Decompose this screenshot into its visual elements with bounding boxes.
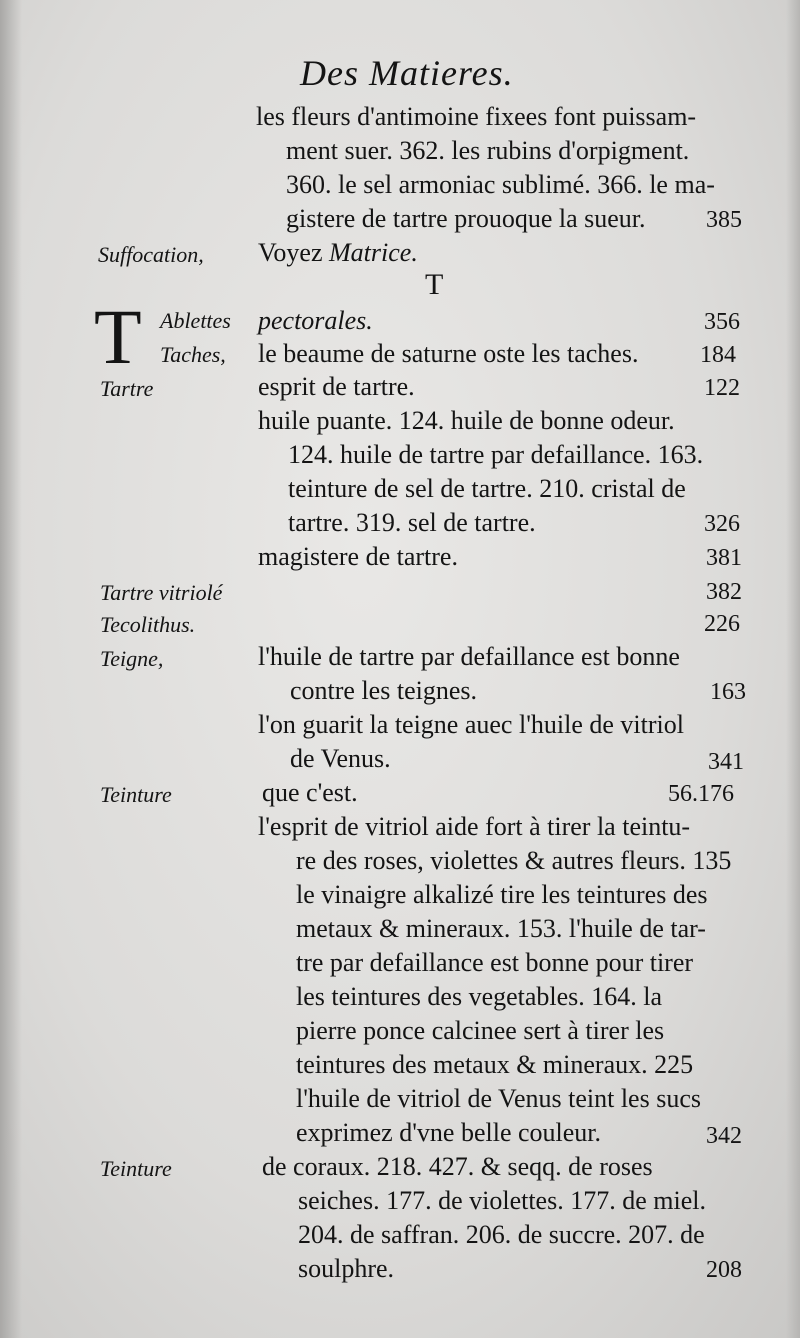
text-line: soulphre. <box>298 1254 395 1283</box>
page-ref: 56.176 <box>668 781 734 807</box>
entry-text-suffocation: Voyez Matrice. <box>258 238 418 267</box>
page-ref: 356 <box>704 309 740 335</box>
text-line: gistere de tartre prouoque la sueur. <box>286 204 646 233</box>
text-line: pierre ponce calcinee sert à tirer les <box>296 1016 665 1045</box>
page-ref: 341 <box>708 749 744 775</box>
text-line: 204. de saffran. 206. de succre. 207. de <box>298 1220 705 1249</box>
text-line: teintures des metaux & mineraux. 225 <box>296 1050 694 1079</box>
page-ref: 326 <box>704 511 740 537</box>
page-ref: 184 <box>700 342 736 368</box>
text-line: de coraux. 218. 427. & seqq. de roses <box>262 1152 653 1181</box>
page-ref: 382 <box>706 579 742 605</box>
text-line: magistere de tartre. <box>258 542 458 571</box>
entry-label-tartre: Tartre <box>100 376 154 401</box>
entry-label-tartre-vitriole: Tartre vitriolé <box>100 580 223 605</box>
text-line: huile puante. 124. huile de bonne odeur. <box>258 406 675 435</box>
page-ref: 122 <box>704 375 740 401</box>
text-line: exprimez d'vne belle couleur. <box>296 1118 602 1147</box>
page-ref: 208 <box>706 1257 742 1283</box>
page-ref: 342 <box>706 1123 742 1149</box>
entry-label-tablettes: Ablettes <box>160 308 231 333</box>
page-ref: 381 <box>706 545 742 571</box>
text-line: tre par defaillance est bonne pour tirer <box>296 948 694 977</box>
entry-label-suffocation: Suffocation, <box>98 242 204 267</box>
entry-label-tecolithus: Tecolithus. <box>100 612 196 637</box>
page-ref: 226 <box>704 611 740 637</box>
page-ref: 163 <box>710 679 746 705</box>
section-letter: T <box>425 268 444 301</box>
text-line: ment suer. 362. les rubins d'orpigment. <box>286 136 690 165</box>
page-edge-shadow-right <box>786 0 800 1338</box>
text-line: les teintures des vegetables. 164. la <box>296 982 663 1011</box>
text-line: re des roses, violettes & autres fleurs. 135 <box>296 846 732 875</box>
text-line: les fleurs d'antimoine fixees font puissam- <box>256 102 697 131</box>
text-line: l'huile de tartre par defaillance est bonne <box>258 642 680 671</box>
entry-text-taches: le beaume de saturne oste les taches. <box>258 339 639 368</box>
text-line: l'huile de vitriol de Venus teint les sucs <box>296 1084 701 1113</box>
text-line: seiches. 177. de violettes. 177. de miel. <box>298 1186 706 1215</box>
page-edge-shadow-left <box>0 0 22 1338</box>
text-line: de Venus. <box>290 744 391 773</box>
drop-cap: T <box>94 293 142 380</box>
running-header: Des Matieres. <box>300 53 514 93</box>
page-ref: 385 <box>706 207 742 233</box>
text-line: le vinaigre alkalizé tire les teintures des <box>296 880 708 909</box>
text-line: teinture de sel de tartre. 210. cristal de <box>288 474 686 503</box>
entry-label-taches: Taches, <box>160 342 226 367</box>
entry-text-tablettes: pectorales. <box>258 306 373 335</box>
text-line: 360. le sel armoniac sublimé. 366. le ma- <box>286 170 715 199</box>
entry-label-teigne: Teigne, <box>100 646 164 671</box>
text-line: l'on guarit la teigne auec l'huile de vitriol <box>258 710 684 739</box>
text-line: 124. huile de tartre par defaillance. 163. <box>288 440 704 469</box>
text-line: contre les teignes. <box>290 676 477 705</box>
entry-text-tartre: esprit de tartre. <box>258 372 415 401</box>
text-line: tartre. 319. sel de tartre. <box>288 508 536 537</box>
entry-label-teinture: Teinture <box>100 1156 172 1181</box>
text-line: que c'est. <box>262 778 358 807</box>
text-line: l'esprit de vitriol aide fort à tirer la teintu- <box>258 812 691 841</box>
text-line: metaux & mineraux. 153. l'huile de tar- <box>296 914 706 943</box>
entry-label-teinture: Teinture <box>100 782 172 807</box>
